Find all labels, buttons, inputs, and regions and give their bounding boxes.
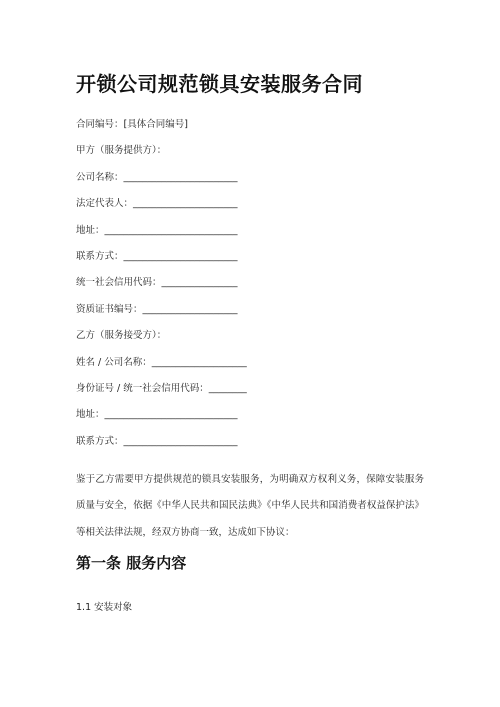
party-a-company-name-line: 公司名称：________________________ bbox=[76, 171, 238, 183]
party-a-address-line: 地址：____________________________ bbox=[76, 224, 238, 236]
party-b-name-line: 姓名 / 公司名称：____________________ bbox=[76, 356, 247, 368]
party-b-heading: 乙方（服务接受方）： bbox=[76, 330, 167, 342]
party-a-credit-code-line: 统一社会信用代码：________________ bbox=[76, 277, 238, 289]
party-a-contact-line: 联系方式：________________________ bbox=[76, 250, 238, 262]
subsection-title: 1.1 安装对象 bbox=[76, 602, 133, 613]
party-a-qualification-line: 资质证书编号：____________________ bbox=[76, 303, 238, 315]
party-b-address-line: 地址：____________________________ bbox=[76, 409, 238, 421]
contract-number-line: 合同编号：[具体合同编号] bbox=[76, 119, 188, 130]
party-info-block bbox=[76, 118, 426, 448]
party-b-id-line: 身份证号 / 统一社会信用代码：________ bbox=[76, 382, 247, 394]
preamble-paragraph: 鉴于乙方需要甲方提供规范的锁具安装服务，为明确双方权利义务，保障安装服务质量与安全，依据《中华人民共和国民法典》《中华人民共和国消费者权益保护法》等相关法律法规，经双方协商一致，达成如下协议： bbox=[76, 473, 424, 538]
party-a-heading: 甲方（服务提供方）： bbox=[76, 145, 167, 157]
section-title: 第一条 服务内容 bbox=[76, 554, 187, 572]
party-a-legal-rep-line: 法定代表人：______________________ bbox=[76, 198, 238, 210]
party-b-contact-line: 联系方式：________________________ bbox=[76, 435, 238, 447]
document-title: 开锁公司规范锁具安装服务合同 bbox=[76, 72, 363, 96]
